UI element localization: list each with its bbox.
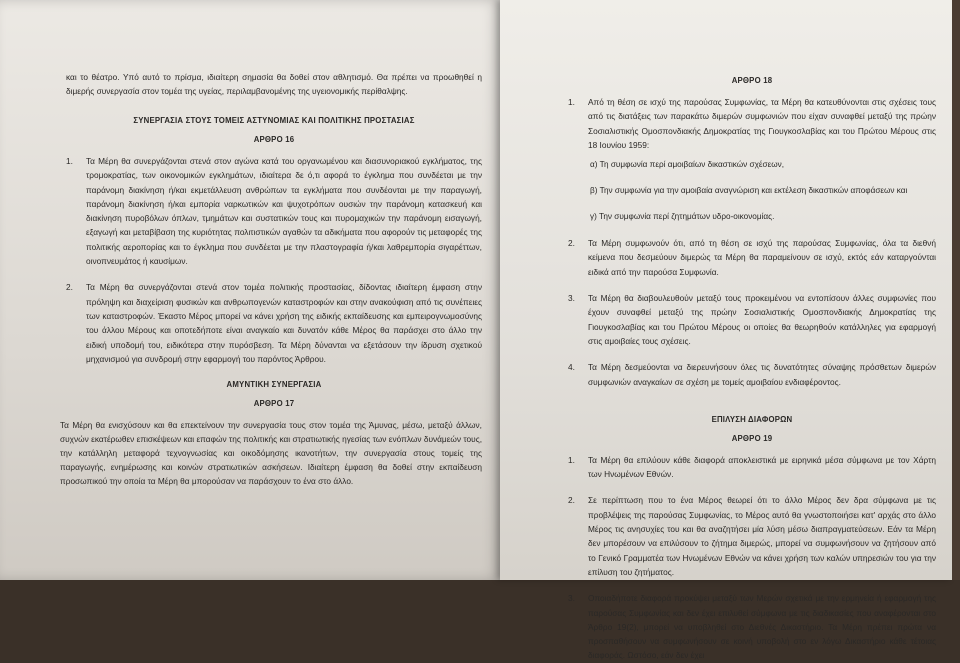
article-16-heading: ΑΡΘΡΟ 16	[253, 135, 295, 144]
item-text: Τα Μέρη δεσμεύονται να διερευνήσουν όλες τις δυνατότητες σύναψης πρόσθετων διμερών συμφωνιών αναγκαίων σε σχέση με τομείς αμοιβαίου ενδιαφέροντος.	[588, 362, 936, 387]
section-heading-disputes: ΕΠΙΛΥΣΗ ΔΙΑΦΟΡΩΝ	[711, 414, 793, 424]
background-edge	[952, 0, 960, 580]
article-18-sub-b: β) Την συμφωνία για την αμοιβαία αναγνώριση και εκτέλεση δικαστικών αποφάσεων και	[590, 186, 908, 196]
section-heading-defence: ΑΜΥΝΤΙΚΗ ΣΥΝΕΡΓΑΣΙΑ	[226, 380, 322, 390]
item-text: Οποιαδήποτε διαφορά προκύψει μεταξύ των Μερών σχετικά με την ερμηνεία ή εφαρμογή της παρούσας Συμφωνίας και δεν έχει επιλυθεί σύμφωνα με τις διαδικασίες που αναφέρονται στο Άρθρο 19(2), μπορεί να υποβληθεί στο Διεθνές Δικαστήριο. Τα Μέρη πρέπει πρώτα να προσπαθήσουν να συμφωνήσουν σε κοινή υποβολή στο εν λόγω Δικαστήριο κάθε τέτοιας διαφοράς. Ωστόσο, εάν δεν έχει	[588, 593, 936, 661]
item-text: Από τη θέση σε ισχύ της παρούσας Συμφωνίας, τα Μέρη θα κατευθύνονται στις σχέσεις τους από τις διατάξεις των παρακάτω διμερών συμφωνιών που είχαν συναφθεί μεταξύ της πρώην Σοσιαλιστικής Ομοσπονδιακής Δημοκρατίας της Γιουγκοσλαβίας και του Πρώτου Μέρους στις 18 Ιουνίου 1959:	[588, 97, 936, 150]
article-18-item-4	[568, 360, 936, 389]
left-document-page	[0, 0, 500, 580]
article-18-sub-a: α) Τη συμφωνία περί αμοιβαίων δικαστικών σχέσεων,	[590, 160, 785, 170]
item-text: Τα Μέρη θα επιλύουν κάθε διαφορά αποκλειστικά με ειρηνικά μέσα σύμφωνα με τον Χάρτη των Ηνωμένων Εθνών.	[588, 454, 936, 480]
article-19-item-1	[568, 453, 936, 482]
section-heading-police: ΣΥΝΕΡΓΑΣΙΑ ΣΤΟΥΣ ΤΟΜΕΙΣ ΑΣΤΥΝΟΜΙΑΣ ΚΑΙ ΠΟΛΙΤΙΚΗΣ ΠΡΟΣΤΑΣΙΑΣ	[133, 116, 415, 125]
item-number: 1.	[568, 454, 575, 465]
item-text: Τα Μέρη θα συνεργάζονται στενά στον αγώνα κατά του οργανωμένου και διασυνοριακού εγκλήματος, της τρομοκρατίας, των οικονομικών εγκλημάτων, ιδιαίτερα δε ό,τι αφορά το έγκλημα που συνδέεται με την παράνομη διακίνηση ή/και εκμετάλλευση ανθρώπων τα εγκλήματα που συνδέονται με την παραγωγή, παράνομη διακίνηση ή/και εμπορία ναρκωτικών και ψυχοτρόπων ουσιών την παράνομη κατασκευή και διακίνηση πυροβόλων όπλων, τμημάτων και συστατικών τους και πυρομαχικών την παράνομη εισαγωγή, εξαγωγή και μεταβίβαση της κυριότητας πολιτιστικών αγαθών τα αδικήματα που αφορούν τις μεταφορές της πολιτικής αεροπορίας και το έγκλημα που συνδέεται με την πλαστογραφία ή/και λαθρεμπορία σιγαρέττων, οινοπνευμάτος ή καυσίμων.	[86, 156, 482, 267]
article-18-heading: ΑΡΘΡΟ 18	[731, 76, 773, 85]
item-number: 3.	[568, 293, 575, 304]
item-number: 3.	[568, 593, 575, 604]
article-18-item-2	[568, 236, 936, 279]
article-17-text: Τα Μέρη θα ενισχύσουν και θα επεκτείνουν την συνεργασία τους στον τομέα της Άμυνας, μέσω, μεταξύ άλλων, συχνών εκατέρωθεν επισκέψεων και επαφών της πολιτικής και στρατιωτικής ηγεσίας των ενόπλων δυνάμεών τους, την κατάλληλη μεταφορά τεχνογνωσίας και οικοδόμησης ικανοτήτων, την συνεργασία στους τομείς της παραγωγής, ενημέρωσης και κοινών στρατιωτικών ασκήσεων. Ιδιαίτερη έμφαση θα δοθεί στην εκπαίδευση προσωπικού την οποία τα Μέρη θα μπορούσαν να παράσχουν το ένα στο άλλο.	[60, 420, 482, 487]
intro-paragraph: και το θέατρο. Υπό αυτό το πρίσμα, ιδιαίτερη σημασία θα δοθεί στον αθλητισμό. Θα πρέπει να προωθηθεί η διμερής συνεργασία στον τομέα της υγείας, περιλαμβανομένης της υγειονομικής περίθαλψης.	[66, 72, 482, 96]
item-text: Σε περίπτωση που το ένα Μέρος θεωρεί ότι το άλλο Μέρος δεν δρα σύμφωνα με τις προβλέψεις της παρούσας Συμφωνίας, το Μέρος αυτό θα γνωστοποιήσει κατ' αρχάς στο άλλο Μέρος τις ανησυχίες του και θα αναζητήσει μία λύση μέσω διαπραγματεύσεων. Εάν τα Μέρη δεν μπορέσουν να επιλύσουν το ζήτημα διμερώς, μπορεί να συμφωνήσουν να ζητήσουν από το Γενικό Γραμματέα των Ηνωμένων Εθνών να κάνει χρήση των καλών υπηρεσιών του για την επίλυση του ζητήματος.	[588, 495, 936, 577]
article-16-item-2	[66, 280, 482, 366]
item-number: 2.	[66, 282, 73, 293]
item-text: Τα Μέρη συμφωνούν ότι, από τη θέση σε ισχύ της παρούσας Συμφωνίας, όλα τα διεθνή κείμενα που δεσμεύουν διμερώς τα Μέρη θα παραμείνουν σε ισχύ, εκτός εάν καταργούνται ειδικά από την παρούσα Συμφωνία.	[588, 238, 936, 277]
article-18-item-3	[568, 291, 936, 348]
right-document-page	[500, 0, 952, 661]
article-16-item-1	[66, 154, 482, 268]
item-number: 4.	[568, 362, 575, 373]
item-number: 2.	[568, 495, 575, 506]
article-18-sub-c: γ) Την συμφωνία περί ζητημάτων υδρο-οικονομίας.	[590, 212, 775, 222]
item-text: Τα Μέρη θα διαβουλευθούν μεταξύ τους προκειμένου να εντοπίσουν άλλες συμφωνίες που έχουν συναφθεί μεταξύ της πρώην Σοσιαλιστικής Ομοσπονδιακής Δημοκρατίας της Γιουγκοσλαβίας και του Πρώτου Μέρους οι οποίες θα θεωρηθούν κατάλληλες για εφαρμογή στις αμοιβαίες τους σχέσεις.	[588, 293, 936, 346]
article-19-item-2	[568, 493, 936, 579]
article-18-item-1	[568, 95, 936, 152]
article-19-heading: ΑΡΘΡΟ 19	[731, 433, 773, 443]
item-number: 1.	[66, 156, 73, 166]
item-number: 1.	[568, 97, 575, 107]
article-17-heading: ΑΡΘΡΟ 17	[253, 399, 295, 409]
item-text: Τα Μέρη θα συνεργάζονται στενά στον τομέα πολιτικής προστασίας, δίδοντας ιδιαίτερη έμφαση στην πρόληψη και διαχείριση φυσικών και ανθρωπογενών καταστροφών και στην ανακούφιση από τις συνέπειες των καταστροφών. Έκαστο Μέρος μπορεί να κάνει χρήση της ειδικής εκπαίδευσης και εμπειρογνωμοσύνης του άλλου Μέρους και οποτεδήποτε είναι αναγκαίο και δυνατόν κάθε Μέρος θα παράσχει στο άλλο την ειδική υποδομή του, ειδικότερα στην πυρόσβεση. Τα Μέρη δύνανται να εξετάσουν την ίδρυση σχετικού μηχανισμού για συνδρομή στην εφαρμογή του παρόντος Άρθρου.	[86, 282, 482, 364]
item-number: 2.	[568, 238, 575, 249]
article-19-item-3	[568, 591, 936, 662]
